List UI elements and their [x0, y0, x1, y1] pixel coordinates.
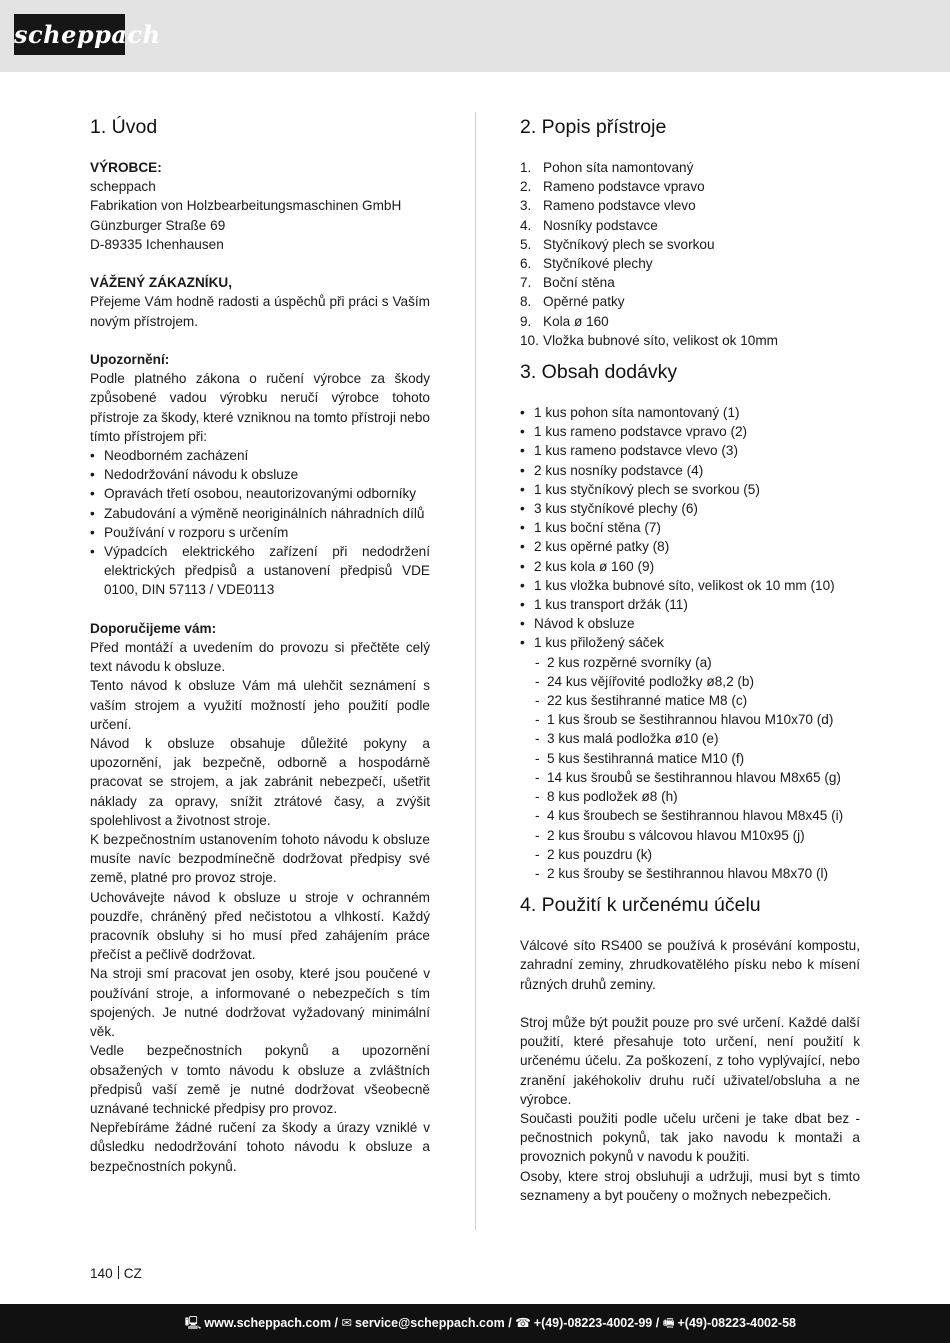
parts-item: 1. Pohon síta namontovaný — [520, 160, 694, 175]
recommend-paragraph: Před montáží a uvedením do provozu si přečtěte celý text návodu k obsluze. — [90, 640, 430, 675]
manufacturer-label: VÝROBCE: — [90, 160, 162, 175]
recommend-paragraph: Uchovávejte návod k obsluze u stroje v ochranném pouzdře, chráněný před nečistotou a vlhkostí. Každý pracovník obsluhy si ho musí před zahájením práce přečíst a pečlivě dodržovat. — [90, 889, 430, 963]
delivery-item: • 1 kus rameno podstavce vlevo (3) — [520, 441, 860, 460]
intended-use-paragraph: Současti použiti podle učelu určeni je take dbat bez - pečnostnich pokynů, tak jako navodu k montaži a provoznich pokynů v navodu k použiti. — [520, 1110, 860, 1165]
scheppach-logo: scheppach — [14, 14, 125, 55]
section-title-delivery: 3. Obsah dodávky — [520, 361, 678, 384]
notice-item: • Nedodržování návodu k obsluze — [90, 465, 430, 484]
page-language: CZ — [123, 1266, 142, 1281]
delivery-item: • 1 kus styčníkový plech se svorkou (5) — [520, 480, 860, 499]
computer-icon: 🖳 — [184, 1316, 202, 1330]
notice-item: • Výpadcích elektrického zařízení při nedodržení elektrických předpisů a ustanovení předpisů VDE 0100, DIN 57113 / VDE0113 — [90, 542, 430, 600]
intended-use-paragraph: Osoby, ktere stroj obsluhuji a udržuji, musi byt s timto seznameny a byt poučeny o možnych nebezpečich. — [520, 1168, 860, 1203]
parts-item: 5. Styčníkový plech se svorkou — [520, 236, 715, 252]
email-icon: ✉ — [341, 1316, 352, 1330]
parts-item: 9. Kola ø 160 — [520, 313, 609, 329]
parts-item: 7. Boční stěna — [520, 275, 615, 291]
footer-bar — [0, 1304, 950, 1343]
page-number — [90, 1265, 142, 1283]
column-divider — [475, 112, 476, 1230]
phone-icon: ☎ — [515, 1316, 531, 1330]
parts-item: 3. Rameno podstavce vlevo — [520, 198, 696, 214]
bag-item: - 4 kus šroubech se šestihrannou hlavou M8x45 (i) — [520, 806, 847, 825]
bag-item: - 8 kus podložek ø8 (h) — [520, 787, 860, 806]
parts-item: 8. Opěrné patky — [520, 294, 625, 310]
fax-icon: 🖷 — [662, 1316, 675, 1330]
recommend-paragraph: Návod k obsluze obsahuje důležité pokyny a upozornění, jak bezpečně, odborně a hospodárně pracovat se strojem, a jak zabránit nebezpečí, ušetřit náklady za opravy, snížit ztrátové časy, a zvýšit spolehlivost a životnost stroje. — [90, 736, 430, 828]
bag-item: - 2 kus rozpěrné svorníky (a) — [520, 653, 860, 672]
delivery-item: • 2 kus kola ø 160 (9) — [520, 557, 860, 576]
recommend-paragraph: Tento návod k obsluze Vám má ulehčit seznámení s vaším strojem a využití možností jeho použití podle určení. — [90, 678, 430, 732]
notice-item: • Používání v rozporu s určením — [90, 523, 430, 542]
bag-item: - 2 kus šroubu s válcovou hlavou M10x95 (j) — [520, 826, 860, 845]
parts-item: 2. Rameno podstavce vpravo — [520, 179, 705, 195]
footer-email[interactable]: service@scheppach.com / — [354, 1316, 512, 1330]
parts-item: 6. Styčníkové plechy — [520, 256, 653, 272]
delivery-item: • Návod k obsluze — [520, 614, 860, 633]
header-bar — [0, 0, 950, 72]
notice-text: Podle platného zákona o ručení výrobce za škody způsobené vadou výrobku neručí výrobce tohoto přístroje za škody, které vzniknou na tomto přístroji nebo tímto přístrojem při: — [90, 371, 430, 444]
parts-item: 4. Nosníky podstavce — [520, 217, 658, 233]
intended-use-paragraph: Válcové síto RS400 se používá k prosévání kompostu, zahradní zeminy, zhrudkovatělého písku nebo k mísení různých druhů zeminy. — [520, 938, 860, 992]
bag-item: - 1 kus šroub se šestihrannou hlavou M10x70 (d) — [520, 710, 860, 729]
recommend-paragraph: Vedle bezpečnostních pokynů a upozornění obsažených v tomto návodu k obsluze a zvláštních předpisů vaší země je nutné dodržovat všeobecně uznávané technické předpisy pro provoz. — [90, 1043, 430, 1116]
delivery-item: • 3 kus styčníkové plechy (6) — [520, 499, 860, 518]
bag-item: - 24 kus vějířovité podložky ø8,2 (b) — [520, 672, 860, 691]
manufacturer-line: D-89335 Ichenhausen — [90, 236, 224, 252]
recommend-label: Doporučijeme vám: — [90, 620, 217, 636]
delivery-list — [520, 403, 860, 653]
section-title-description: 2. Popis přístroje — [520, 116, 667, 138]
recommend-paragraph: Nepřebíráme žádné ručení za škody a úrazy vzniklé v důsledku nedodržování tohoto návodu k obsluze a bezpečnostních pokynů. — [90, 1120, 430, 1174]
manufacturer-line: Fabrikation von Holzbearbeitungsmaschinen GmbH — [90, 198, 402, 214]
bag-item: - 14 kus šroubů se šestihrannou hlavou M8x65 (g) — [520, 768, 860, 787]
parts-list — [520, 158, 860, 350]
right-column — [520, 112, 860, 1205]
delivery-item: • 2 kus nosníky podstavce (4) — [520, 461, 860, 480]
customer-text: Přejeme Vám hodně radosti a úspěchů při práci s Vaším novým přístrojem. — [90, 294, 430, 329]
manufacturer-line: scheppach — [90, 179, 156, 195]
customer-label: VÁŽENÝ ZÁKAZNÍKU, — [90, 275, 232, 291]
section-title-intended-use: 4. Použití k určenému účelu — [520, 894, 761, 917]
delivery-item: • 2 kus opěrné patky (8) — [520, 537, 860, 556]
notice-item: • Neodborném zacházení — [90, 446, 430, 465]
left-column — [90, 112, 430, 1176]
bag-item: - 22 kus šestihranné matice M8 (c) — [520, 691, 860, 710]
delivery-item: • 1 kus vložka bubnové síto, velikost ok 10 mm (10) — [520, 576, 860, 595]
bag-item: - 2 kus pouzdru (k) — [520, 845, 860, 864]
intended-use-paragraph: Stroj může být použit pouze pro své určení. Každé další použití, které přesahuje toto určení, není použití k určenému účelu. Za poškození, z toho vyplývající, nebo zranění jakéhokoliv druhu ručí uživatel/obsluha a ne výrobce. — [520, 1014, 860, 1107]
delivery-item: • 1 kus pohon síta namontovaný (1) — [520, 403, 860, 422]
delivery-item: • 1 kus přiložený sáček — [520, 633, 860, 652]
notice-item: • Opravách třetí osobou, neautorizovanými odborníky — [90, 484, 430, 503]
bag-item: - 3 kus malá podložka ø10 (e) — [520, 729, 860, 748]
bag-contents-list — [520, 653, 860, 883]
footer-fax: +(49)-08223-4002-58 — [677, 1316, 796, 1330]
delivery-item: • 1 kus rameno podstavce vpravo (2) — [520, 422, 860, 441]
notice-item: • Zabudování a výměně neoriginálních náhradních dílů — [90, 504, 430, 523]
recommend-paragraph: Na stroji smí pracovat jen osoby, které jsou poučené v používání stroje, a informované o nebezpečích s tím spojených. Je nutné dodržovat vyžadovaný minimální věk. — [90, 966, 430, 1040]
parts-item: 10. Vložka bubnové síto, velikost ok 10mm — [520, 332, 778, 348]
section-title-intro: 1. Úvod — [90, 116, 158, 138]
notice-list — [90, 446, 430, 600]
page-number-separator — [118, 1266, 119, 1279]
notice-label: Upozornění: — [90, 352, 170, 367]
footer-phone: +(49)-08223-4002-99 / — [533, 1316, 660, 1330]
footer-contacts — [185, 1304, 796, 1343]
manufacturer-line: Günzburger Straße 69 — [90, 217, 226, 233]
bag-item: - 2 kus šrouby se šestihrannou hlavou M8x70 (l) — [520, 864, 860, 883]
footer-web[interactable]: www.scheppach.com / — [204, 1316, 339, 1330]
delivery-item: • 1 kus boční stěna (7) — [520, 518, 860, 537]
delivery-item: • 1 kus transport držák (11) — [520, 595, 860, 614]
page-number-value: 140 — [90, 1266, 113, 1281]
bag-item: - 5 kus šestihranná matice M10 (f) — [520, 749, 860, 768]
recommend-paragraph: K bezpečnostním ustanovením tohoto návodu k obsluze musíte navíc bezpodmínečně dodržovat předpisy své země, platné pro provoz stroje. — [90, 832, 430, 886]
